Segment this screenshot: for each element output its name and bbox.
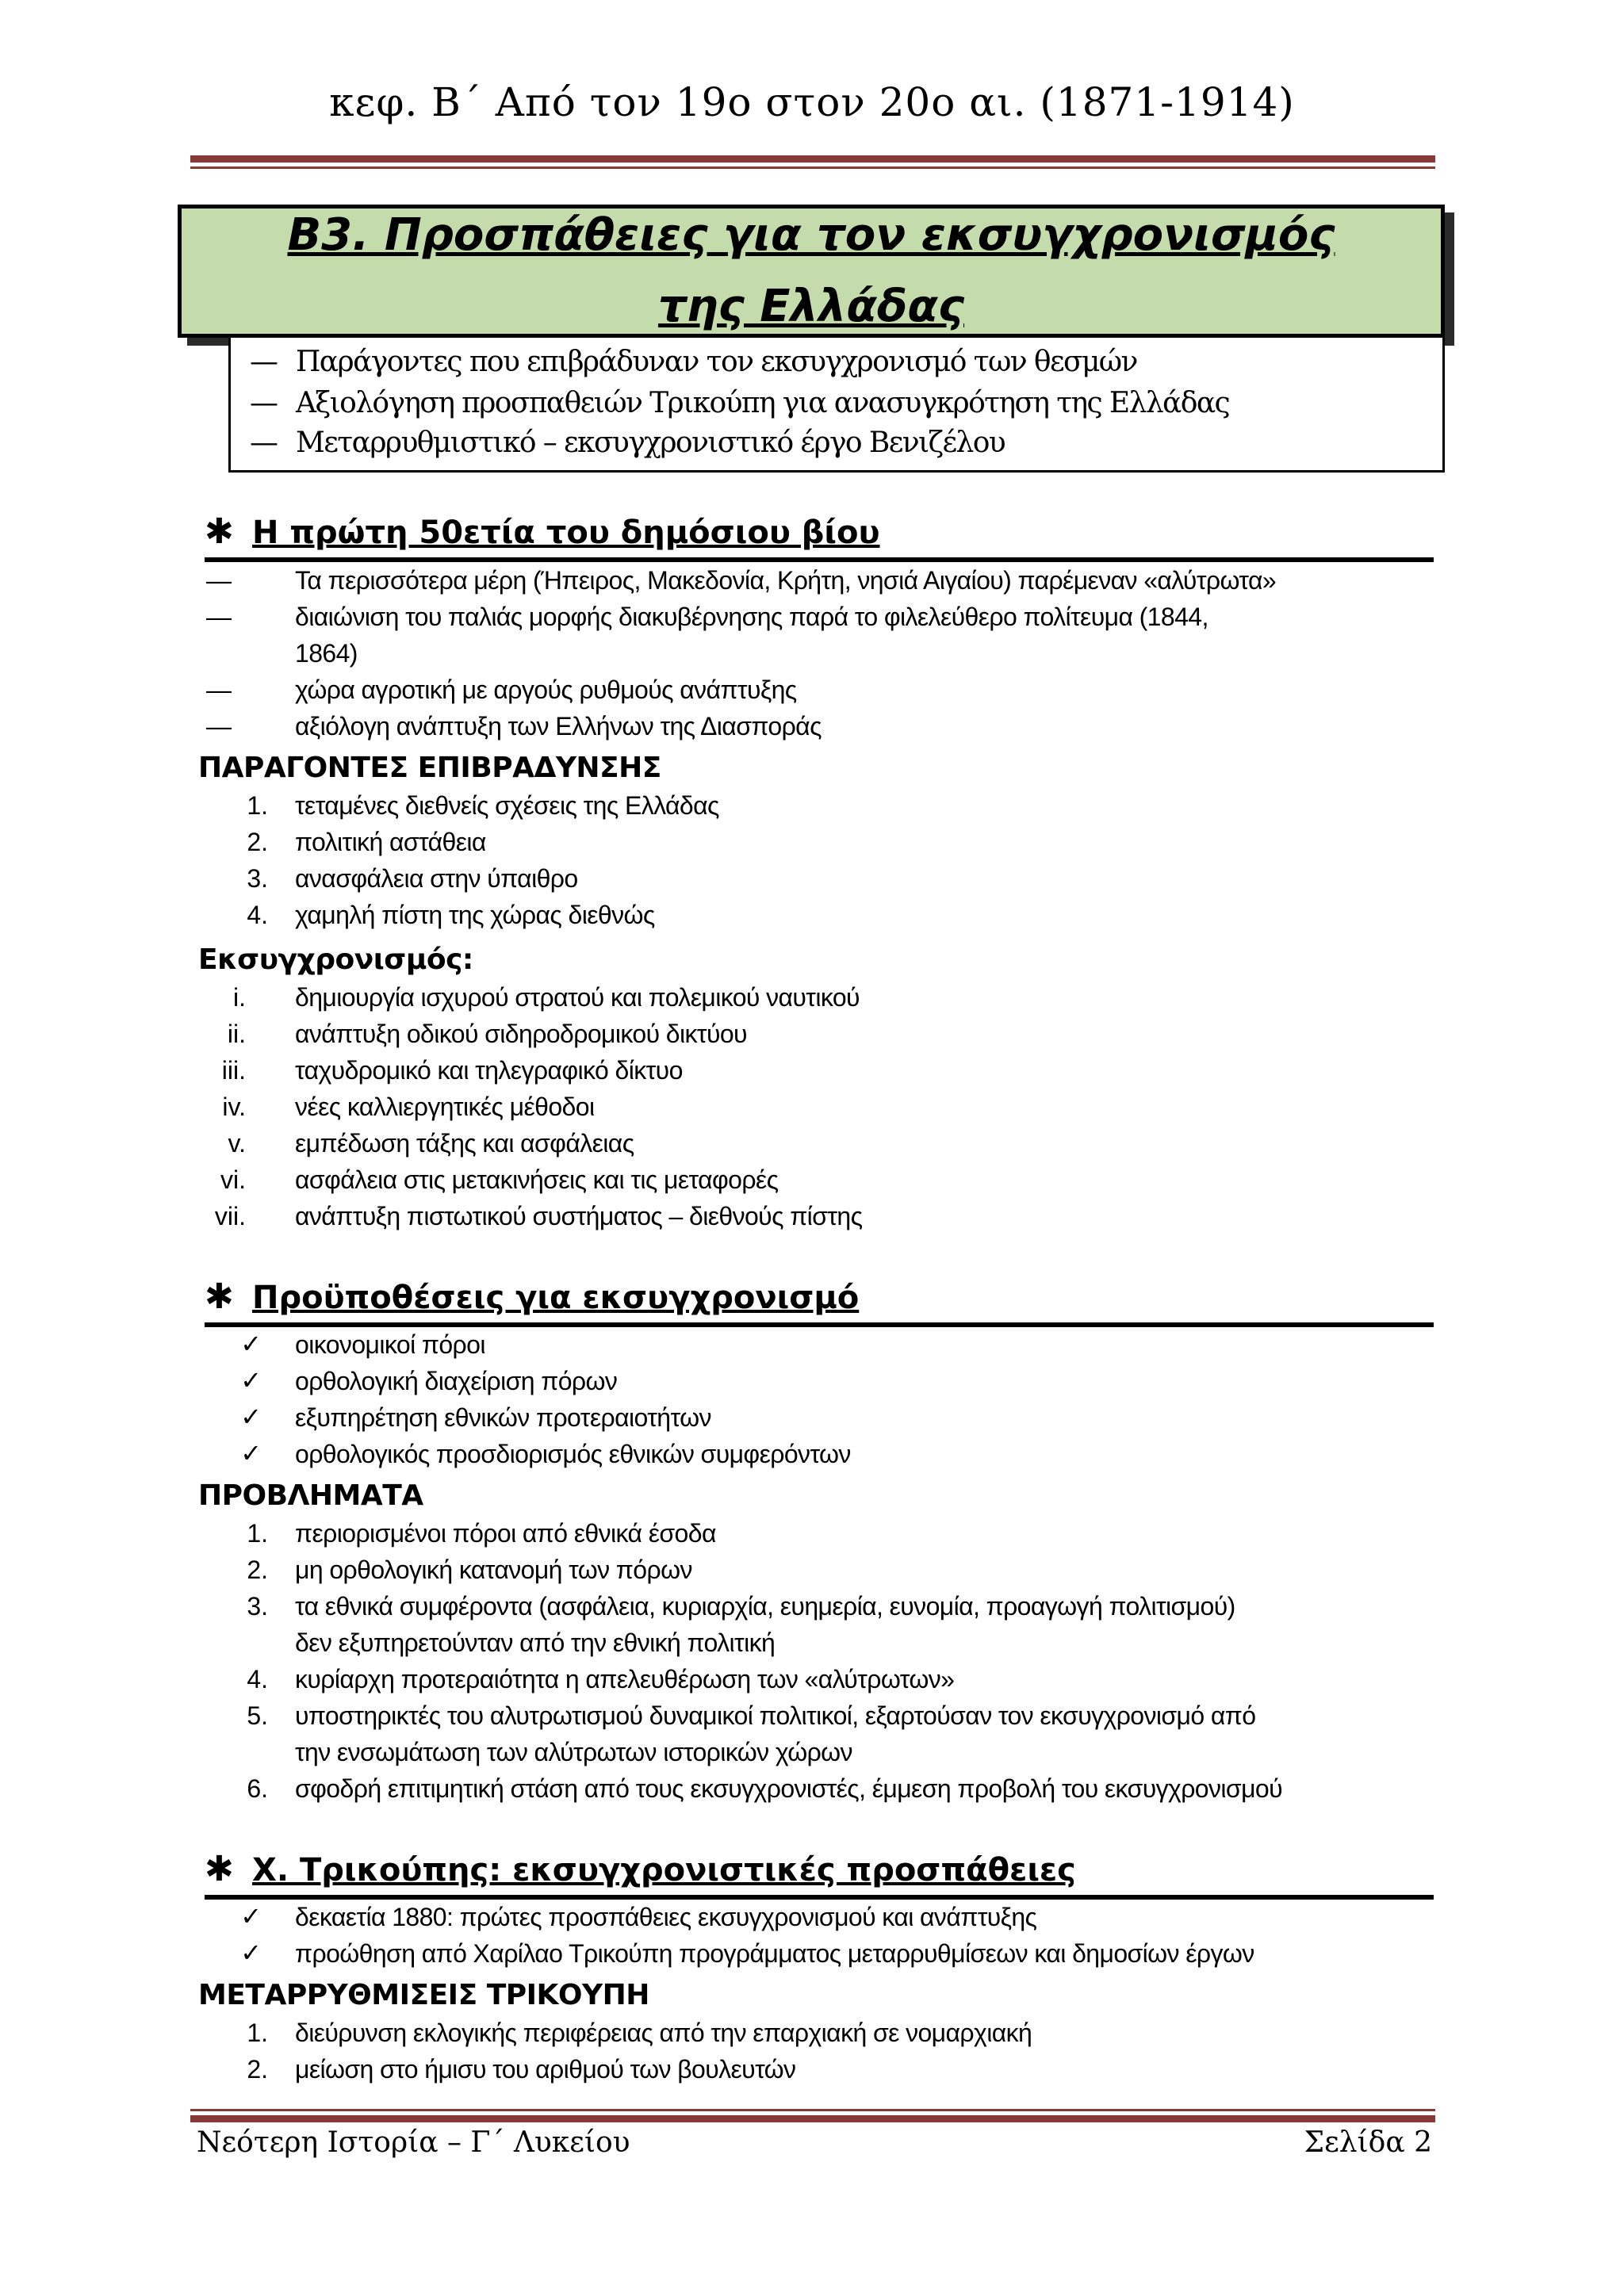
list-number: 3.	[247, 1592, 268, 1621]
list-item: μείωση στο ήμισυ του αριθμού των βουλευτών	[295, 2055, 796, 2084]
footer-rule-thin	[190, 2109, 1435, 2111]
list-item: κυρίαρχη προτεραιότητα η απελευθέρωση των «αλύτρωτων»	[295, 1665, 955, 1693]
section-heading-prerequisites: ✱ Προϋποθέσεις για εκσυγχρονισμό	[205, 1276, 860, 1317]
star-icon: ✱	[205, 511, 234, 552]
list-item: ταχυδρομικό και τηλεγραφικό δίκτυο	[295, 1056, 683, 1085]
list-number: 1.	[247, 791, 268, 820]
checkmark-icon: ✓	[240, 1439, 262, 1468]
list-item: ορθολογικός προσδιορισμός εθνικών συμφερόντων	[295, 1440, 851, 1468]
factors-heading: ΠΑΡΑΓΟΝΤΕΣ ΕΠΙΒΡΑΔΥΝΣΗΣ	[198, 752, 661, 784]
list-number: 2.	[247, 2055, 268, 2084]
title-box	[178, 205, 1445, 338]
star-icon: ✱	[205, 1276, 234, 1317]
list-number: 3.	[247, 864, 268, 893]
problems-heading: ΠΡΟΒΛΗΜΑΤΑ	[198, 1479, 423, 1512]
list-item: δεν εξυπηρετούνταν από την εθνική πολιτική	[295, 1628, 776, 1657]
list-item: νέες καλλιεργητικές μέθοδοι	[295, 1093, 595, 1121]
list-item: την ενσωμάτωση των αλύτρωτων ιστορικών χώρων	[295, 1738, 852, 1766]
section-heading-trikoupis: ✱ Χ. Τρικούπης: εκσυγχρονιστικές προσπάθειες	[205, 1849, 1076, 1889]
checkmark-icon: ✓	[240, 1330, 262, 1358]
list-item: δεκαετία 1880: πρώτες προσπάθειες εκσυγχρονισμού και ανάπτυξης	[295, 1903, 1037, 1931]
list-item: χαμηλή πίστη της χώρας διεθνώς	[295, 901, 655, 929]
checkmark-icon: ✓	[240, 1402, 262, 1431]
dash-marker: —	[206, 712, 232, 740]
list-number: 2.	[247, 1556, 268, 1584]
subtopic-2: — Αξιολόγηση προσπαθειών Τρικούπη για ανασυγκρότηση της Ελλάδας	[250, 387, 1230, 419]
list-item: μη ορθολογική κατανομή των πόρων	[295, 1556, 692, 1584]
section-heading-first-50-years: ✱ Η πρώτη 50ετία του δημόσιου βίου	[205, 511, 880, 552]
list-number: 1.	[247, 2019, 268, 2047]
page-header: κεφ. Β΄ Από τον 19ο στον 20ο αι. (1871-1914)	[329, 79, 1295, 125]
list-item: τεταμένες διεθνείς σχέσεις της Ελλάδας	[295, 791, 719, 820]
list-number: 1.	[247, 1519, 268, 1548]
subtopics-box	[228, 338, 1445, 473]
checkmark-icon: ✓	[240, 1902, 262, 1931]
chapter-title: Β3. Προσπάθειες για τον εκσυγχρονισμός της Ελλάδας	[287, 209, 1335, 332]
header-rule-thin	[190, 166, 1435, 169]
list-number: vi.	[220, 1165, 246, 1194]
list-item: τα εθνικά συμφέροντα (ασφάλεια, κυριαρχία, ευημερία, ευνομία, προαγωγή πολιτισμού)	[295, 1592, 1235, 1621]
modernization-heading: Εκσυγχρονισμός:	[198, 943, 473, 976]
list-number: 2.	[247, 828, 268, 856]
checkmark-icon: ✓	[240, 1366, 262, 1395]
list-item: Τα περισσότερα μέρη (Ήπειρος, Μακεδονία, Κρήτη, νησιά Αιγαίου) παρέμεναν «αλύτρωτα»	[295, 566, 1277, 595]
list-item: αξιόλογη ανάπτυξη των Ελλήνων της Διασποράς	[295, 712, 822, 740]
subtopic-3: — Μεταρρυθμιστικό – εκσυγχρονιστικό έργο Βενιζέλου	[250, 427, 1005, 459]
dash-marker: —	[206, 603, 232, 631]
list-item: περιορισμένοι πόροι από εθνικά έσοδα	[295, 1519, 716, 1548]
subtopic-1: — Παράγοντες που επιβράδυναν τον εκσυγχρονισμό των θεσμών	[250, 346, 1137, 378]
dash-marker: —	[206, 675, 232, 704]
list-item: οικονομικοί πόροι	[295, 1330, 485, 1359]
list-item: δημιουργία ισχυρού στρατού και πολεμικού ναυτικού	[295, 983, 860, 1012]
list-item: διεύρυνση εκλογικής περιφέρειας από την επαρχιακή σε νομαρχιακή	[295, 2019, 1032, 2047]
list-item: εξυπηρέτηση εθνικών προτεραιοτήτων	[295, 1403, 711, 1432]
checkmark-icon: ✓	[240, 1938, 262, 1967]
list-item: χώρα αγροτική με αργούς ρυθμούς ανάπτυξης	[295, 675, 797, 704]
page-number: Σελίδα 2	[1304, 2126, 1432, 2159]
list-item: 1864)	[295, 639, 358, 668]
footer-rule-thick	[190, 2115, 1435, 2122]
list-item: εμπέδωση τάξης και ασφάλειας	[295, 1129, 634, 1158]
reforms-heading: ΜΕΤΑΡΡΥΘΜΙΣΕΙΣ ΤΡΙΚΟΥΠΗ	[198, 1979, 649, 2011]
footer-course: Νεότερη Ιστορία – Γ΄ Λυκείου	[197, 2126, 630, 2159]
list-item: ανάπτυξη πιστωτικού συστήματος – διεθνούς πίστης	[295, 1202, 863, 1230]
list-number: 4.	[247, 1665, 268, 1693]
list-item: ανασφάλεια στην ύπαιθρο	[295, 864, 578, 893]
list-number: iv.	[222, 1093, 246, 1121]
list-item: πολιτική αστάθεια	[295, 828, 486, 856]
list-item: διαιώνιση του παλιάς μορφής διακυβέρνησης παρά το φιλελεύθερο πολίτευμα (1844,	[295, 603, 1208, 631]
list-number: 5.	[247, 1701, 268, 1730]
list-item: σφοδρή επιτιμητική στάση από τους εκσυγχρονιστές, έμμεση προβολή του εκσυγχρονισμού	[295, 1774, 1282, 1803]
list-number: 6.	[247, 1774, 268, 1803]
list-number: 4.	[247, 901, 268, 929]
list-number: ii.	[227, 1020, 246, 1048]
list-number: vii.	[214, 1202, 246, 1230]
list-item: υποστηρικτές του αλυτρωτισμού δυναμικοί πολιτικοί, εξαρτούσαν τον εκσυγχρονισμό από	[295, 1701, 1256, 1730]
list-item: ανάπτυξη οδικού σιδηροδρομικού δικτύου	[295, 1020, 747, 1048]
list-item: ασφάλεια στις μετακινήσεις και τις μεταφορές	[295, 1165, 779, 1194]
list-number: iii.	[221, 1056, 246, 1085]
section-rule	[205, 1895, 1434, 1900]
header-rule-thick	[190, 155, 1435, 163]
list-number: i.	[233, 983, 246, 1012]
section-rule	[205, 1322, 1434, 1327]
section-rule	[205, 557, 1434, 562]
list-item: προώθηση από Χαρίλαο Τρικούπη προγράμματος μεταρρυθμίσεων και δημοσίων έργων	[295, 1939, 1254, 1968]
dash-marker: —	[206, 566, 232, 595]
list-item: ορθολογική διαχείριση πόρων	[295, 1367, 618, 1395]
star-icon: ✱	[205, 1849, 234, 1889]
list-number: v.	[228, 1129, 246, 1158]
